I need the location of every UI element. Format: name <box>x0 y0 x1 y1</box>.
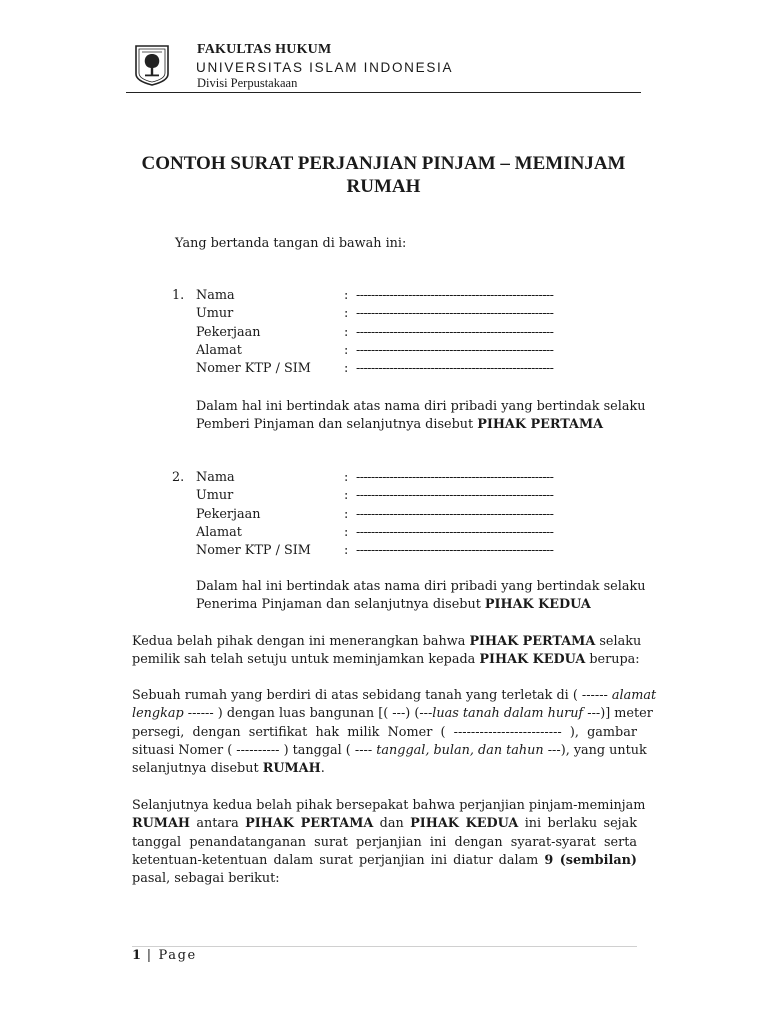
party-2-number: 2. <box>172 470 185 485</box>
paragraph-agreement <box>132 633 642 670</box>
header-divider <box>126 92 641 93</box>
field-blank: ----------------------------------------------------- <box>356 506 554 522</box>
paragraph-line: ketentuan-ketentuan dalam surat perjanjian ini diatur dalam 9 (sembilan) <box>132 852 637 868</box>
field-row-nama <box>196 469 616 487</box>
paragraph-line: Kedua belah pihak dengan ini menerangkan bahwa PIHAK PERTAMA selaku <box>132 634 642 649</box>
field-blank: ----------------------------------------------------- <box>356 470 554 485</box>
field-blank: ----------------------------------------------------- <box>356 524 554 540</box>
field-colon: : <box>344 324 349 340</box>
party-1-desc-line-2: Pemberi Pinjaman dan selanjutnya disebut PIHAK PERTAMA <box>196 417 604 433</box>
field-blank: ----------------------------------------------------- <box>356 306 554 322</box>
party-1-desc-line-1: Dalam hal ini bertindak atas nama diri pribadi yang bertindak selaku <box>196 399 646 414</box>
field-colon: : <box>344 306 349 322</box>
paragraph-line: RUMAH antara PIHAK PERTAMA dan PIHAK KEDUA ini berlaku sejak <box>132 816 637 832</box>
university-name: UNIVERSITAS ISLAM INDONESIA <box>196 60 454 75</box>
party-2-desc-line-2: Penerima Pinjaman dan selanjutnya disebut PIHAK KEDUA <box>196 597 591 613</box>
party-2-fields <box>196 469 616 560</box>
paragraph-terms <box>132 797 646 888</box>
field-label: Nomer KTP / SIM <box>196 361 311 377</box>
division-name: Divisi Perpustakaan <box>197 76 298 90</box>
field-blank: ----------------------------------------------------- <box>356 288 554 303</box>
field-blank: ----------------------------------------------------- <box>356 361 554 377</box>
field-colon: : <box>344 470 349 485</box>
field-row-ktp <box>196 360 616 378</box>
field-label: Pekerjaan <box>196 324 261 340</box>
field-row-alamat <box>196 524 616 542</box>
field-label: Pekerjaan <box>196 506 261 522</box>
field-blank: ----------------------------------------------------- <box>356 342 554 358</box>
paragraph-property <box>132 687 657 778</box>
page-separator: | <box>141 948 159 963</box>
field-label: Umur <box>196 488 234 504</box>
title-line-1: CONTOH SURAT PERJANJIAN PINJAM – MEMINJAM <box>141 153 626 174</box>
field-row-pekerjaan <box>196 506 616 524</box>
field-row-ktp <box>196 542 616 560</box>
field-label: Nama <box>196 288 235 303</box>
field-row-pekerjaan <box>196 324 616 342</box>
page-footer <box>132 948 197 963</box>
paragraph-line: Sebuah rumah yang berdiri di atas sebidang tanah yang terletak di ( ------ alamat <box>132 688 657 703</box>
paragraph-line: Selanjutnya kedua belah pihak bersepakat bahwa perjanjian pinjam-meminjam <box>132 798 646 813</box>
party-2-description <box>196 578 645 615</box>
paragraph-line: lengkap ------ ) dengan luas bangunan [( ---) (---luas tanah dalam huruf ---)] meter <box>132 706 653 722</box>
page-word: Page <box>158 948 197 963</box>
paragraph-line: tanggal penandatanganan surat perjanjian ini dengan syarat-syarat serta <box>132 834 637 850</box>
field-colon: : <box>344 288 349 303</box>
paragraph-line: pemilik sah telah setuju untuk meminjamkan kepada PIHAK KEDUA berupa: <box>132 652 640 668</box>
field-blank: ----------------------------------------------------- <box>356 543 554 559</box>
field-row-umur <box>196 487 616 505</box>
party-2-desc-line-1: Dalam hal ini bertindak atas nama diri pribadi yang bertindak selaku <box>196 579 646 594</box>
paragraph-line: persegi, dengan sertifikat hak milik Nomer ( ------------------------- ), gambar <box>132 724 637 740</box>
field-colon: : <box>344 361 349 377</box>
field-label: Alamat <box>196 342 242 358</box>
field-row-umur <box>196 305 616 323</box>
intro-text: Yang bertanda tangan di bawah ini: <box>175 236 407 251</box>
title-line-2: RUMAH <box>346 176 421 197</box>
party-1-number: 1. <box>172 288 185 303</box>
field-row-nama <box>196 287 616 305</box>
page-number: 1 <box>132 948 142 963</box>
faculty-name: FAKULTAS HUKUM <box>197 42 332 57</box>
paragraph-line: pasal, sebagai berikut: <box>132 871 280 887</box>
party-1-fields <box>196 287 616 378</box>
party-1-label: PIHAK PERTAMA <box>477 417 604 433</box>
paragraph-line: selanjutnya disebut RUMAH. <box>132 761 325 777</box>
field-colon: : <box>344 342 349 358</box>
field-colon: : <box>344 506 349 522</box>
field-colon: : <box>344 488 349 504</box>
field-blank: ----------------------------------------------------- <box>356 324 554 340</box>
field-blank: ----------------------------------------------------- <box>356 488 554 504</box>
field-colon: : <box>344 524 349 540</box>
field-colon: : <box>344 543 349 559</box>
party-2-label: PIHAK KEDUA <box>484 597 591 613</box>
field-label: Nama <box>196 470 235 485</box>
field-label: Alamat <box>196 524 242 540</box>
university-seal-icon <box>133 44 171 86</box>
document-title <box>126 152 641 198</box>
paragraph-line: situasi Nomer ( ---------- ) tanggal ( ---- tanggal, bulan, dan tahun ---), yang untuk <box>132 742 647 758</box>
field-label: Umur <box>196 306 234 322</box>
party-1-description <box>196 398 645 435</box>
field-label: Nomer KTP / SIM <box>196 543 311 559</box>
field-row-alamat <box>196 342 616 360</box>
footer-divider <box>132 946 637 947</box>
